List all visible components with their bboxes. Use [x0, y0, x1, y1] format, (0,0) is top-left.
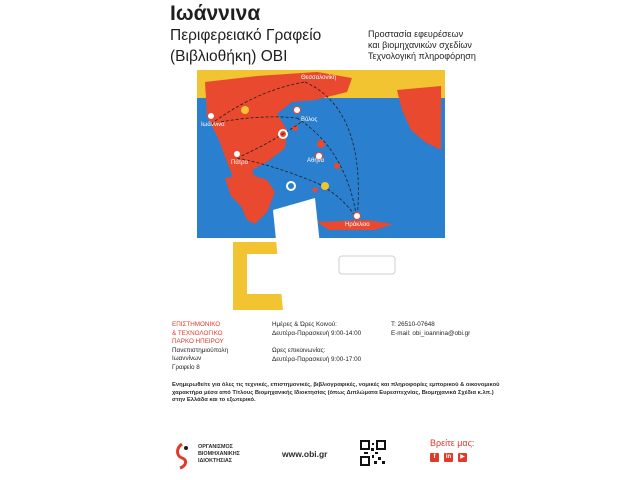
public-hours-value: Δευτέρα-Παρασκευή 9:00-14:00: [272, 329, 362, 337]
public-hours-label: Ημέρες & Ώρες Κοινού:: [272, 321, 337, 328]
lightbulb-icon: [321, 182, 329, 190]
logo-text-line: ΙΔΙΟΚΤΗΣΙΑΣ: [198, 458, 233, 464]
org-name-line: ΠΑΡΚΟ ΗΠΕΙΡΟΥ: [172, 338, 224, 346]
city-label-volos: Βόλος: [301, 117, 318, 123]
facebook-icon[interactable]: f: [430, 453, 439, 462]
address-line: Ιωαννίνων: [172, 355, 202, 363]
island-shape: [313, 188, 318, 193]
city-label-athina: Αθήνα: [307, 158, 325, 164]
address-line: Πανεπιστημιούπολη: [172, 346, 229, 354]
map-pin-icon: [294, 107, 301, 114]
map-pin-icon: [234, 151, 241, 158]
contact-hours-value: Δευτέρα-Παρασκευή 9:00-17:00: [272, 355, 362, 363]
scroll-document: [339, 256, 395, 274]
city-label-patra: Πάτρα: [231, 160, 249, 166]
island-shape: [334, 163, 340, 169]
greece-map-illustration: [197, 70, 445, 310]
map-pin-icon: [208, 113, 215, 120]
logo-text-line: ΒΙΟΜΗΧΑΝΙΚΗΣ: [198, 451, 240, 457]
linkedin-icon[interactable]: in: [445, 454, 452, 460]
follow-us-label: Βρείτε μας:: [430, 438, 475, 448]
page-title: Ιωάννινα: [170, 2, 261, 25]
org-name-line: & ΤΕΧΝΟΛΟΓΙΚΟ: [172, 329, 223, 337]
city-label-ioannina: Ιωάννινα: [201, 122, 225, 128]
opening-hours-block: [272, 321, 361, 364]
city-label-irakleio: Ηράκλειο: [345, 222, 370, 228]
contact-block: [391, 321, 470, 338]
info-notice: Ενημερωθείτε για όλες τις τεχνικές, επιστημονικές, βιβλιογραφικές, νομικές και πληροφορίες εμπορικού & οικονομικού χαρακτήρα μέσα από Τίτλους Βιομηχανικής Ιδιοκτησίας (όπως Διπλώματα Ευρεσιτεχνίας, Βιομηχανικά Σχέδια κ.λπ.) στην Ελλάδα και το εξωτερικό.: [172, 382, 500, 404]
service-item: Τεχνολογική πληροφόρηση: [368, 51, 476, 61]
email-address[interactable]: E-mail: obi_ioannina@obi.gr: [391, 329, 471, 337]
obi-logo-text: [198, 444, 240, 465]
page-subtitle-line2: (Βιβλιοθήκη) ΟΒΙ: [170, 48, 288, 65]
address-line: Γραφείο 8: [172, 363, 200, 371]
city-label-thessaloniki: Θεσσαλονίκη: [301, 75, 337, 81]
contact-hours-label: Ωρες επικοινωνίας:: [272, 347, 326, 355]
page-subtitle-line1: Περιφερειακό Γραφείο: [170, 27, 322, 44]
qr-code-icon: [360, 440, 386, 466]
office-address-block: [172, 321, 228, 373]
map-pin-icon: [354, 213, 361, 220]
youtube-icon[interactable]: ▶: [458, 453, 467, 462]
logo-text-line: ΟΡΓΑΝΙΣΜΟΣ: [198, 444, 233, 450]
phone-number: T: 26510-07648: [391, 321, 435, 328]
service-item: και βιομηχανικών σχεδίων: [368, 40, 472, 50]
lightbulb-icon: [241, 106, 249, 114]
website-link[interactable]: www.obi.gr: [282, 449, 328, 459]
service-item: Προστασία εφευρέσεων: [368, 29, 464, 39]
org-name-line: ΕΠΙΣΤΗΜΟΝΙΚΟ: [172, 321, 221, 328]
